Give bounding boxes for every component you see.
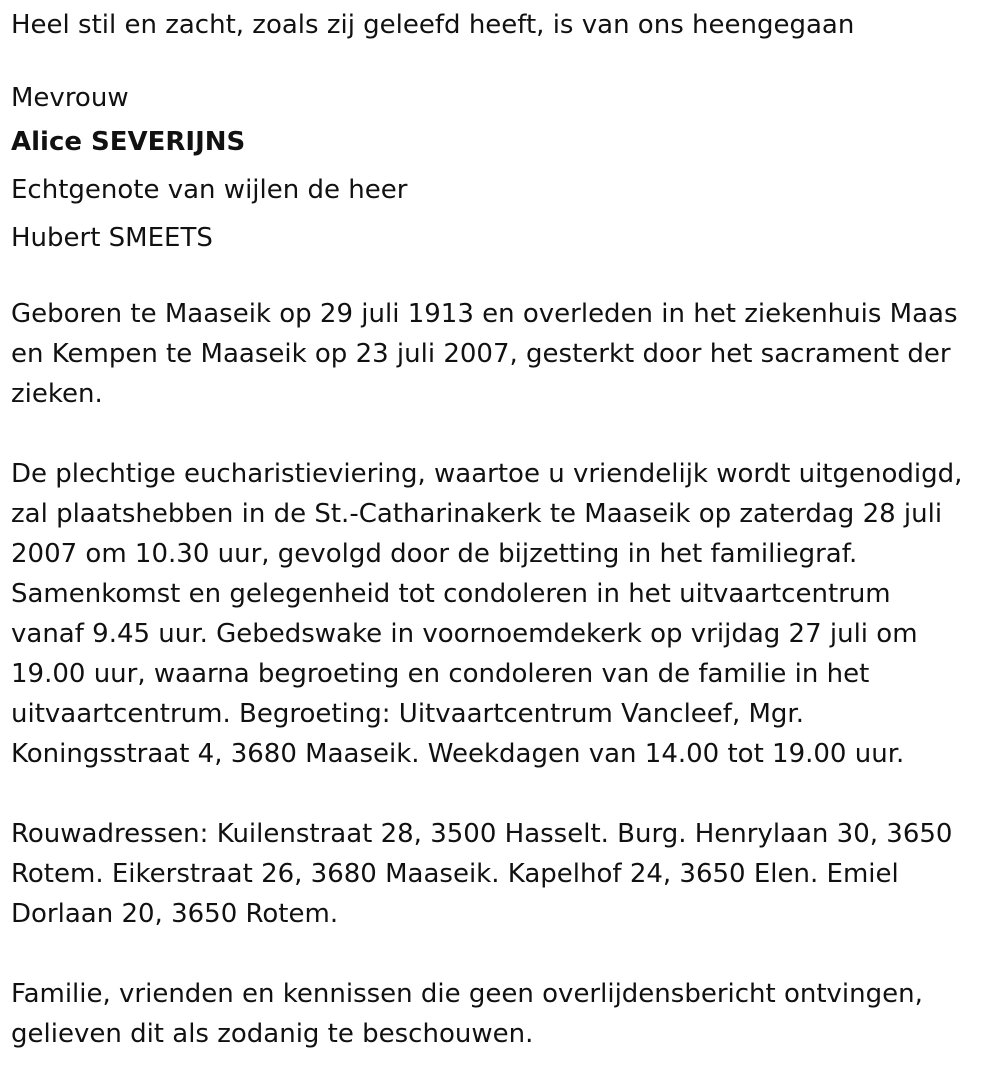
spacer <box>11 934 1000 974</box>
ceremony-paragraph: De plechtige eucharistieviering, waartoe u vriendelijk wordt uitgenodigd, zal plaatshebben in de St.-Catharinakerk te Maaseik op zaterdag 28 juli 2007 om 10.30 uur, gevolgd door de bijzetting in het familiegraf. Samenkomst en gelegenheid tot condoleren in het uitvaartcentrum vanaf 9.45 uur. Gebedswake in voornoemdekerk op vrijdag 27 juli om 19.00 uur, waarna begroeting en condoleren van de familie in het uitvaartcentrum. Begroeting: Uitvaartcentrum Vancleef, Mgr. Koningsstraat 4, 3680 Maaseik. Weekdagen van 14.00 tot 19.00 uur. <box>11 459 963 769</box>
relation-text: Echtgenote van wijlen de heer <box>11 175 408 205</box>
intro-text: Heel stil en zacht, zoals zij geleefd heeft, is van ons heengegaan <box>11 10 855 40</box>
spacer <box>11 262 1000 294</box>
spacer <box>11 45 1000 78</box>
deceased-name: Alice SEVERIJNS <box>11 127 246 157</box>
name-block <box>11 78 1000 262</box>
spouse-name: Hubert SMEETS <box>11 223 213 253</box>
spacer <box>11 414 1000 454</box>
birth-death-paragraph: Geboren te Maaseik op 29 juli 1913 en overleden in het ziekenhuis Maas en Kempen te Maaseik op 23 juli 2007, gesterkt door het sacrament der zieken. <box>11 299 958 409</box>
spacer <box>11 774 1000 814</box>
closing-paragraph: Familie, vrienden en kennissen die geen overlijdensbericht ontvingen, gelieven dit als zodanig te beschouwen. <box>11 979 923 1049</box>
title-prefix: Mevrouw <box>11 83 129 113</box>
addresses-paragraph: Rouwadressen: Kuilenstraat 28, 3500 Hasselt. Burg. Henrylaan 30, 3650 Rotem. Eikerstraat 26, 3680 Maaseik. Kapelhof 24, 3650 Elen. Emiel Dorlaan 20, 3650 Rotem. <box>11 819 953 929</box>
